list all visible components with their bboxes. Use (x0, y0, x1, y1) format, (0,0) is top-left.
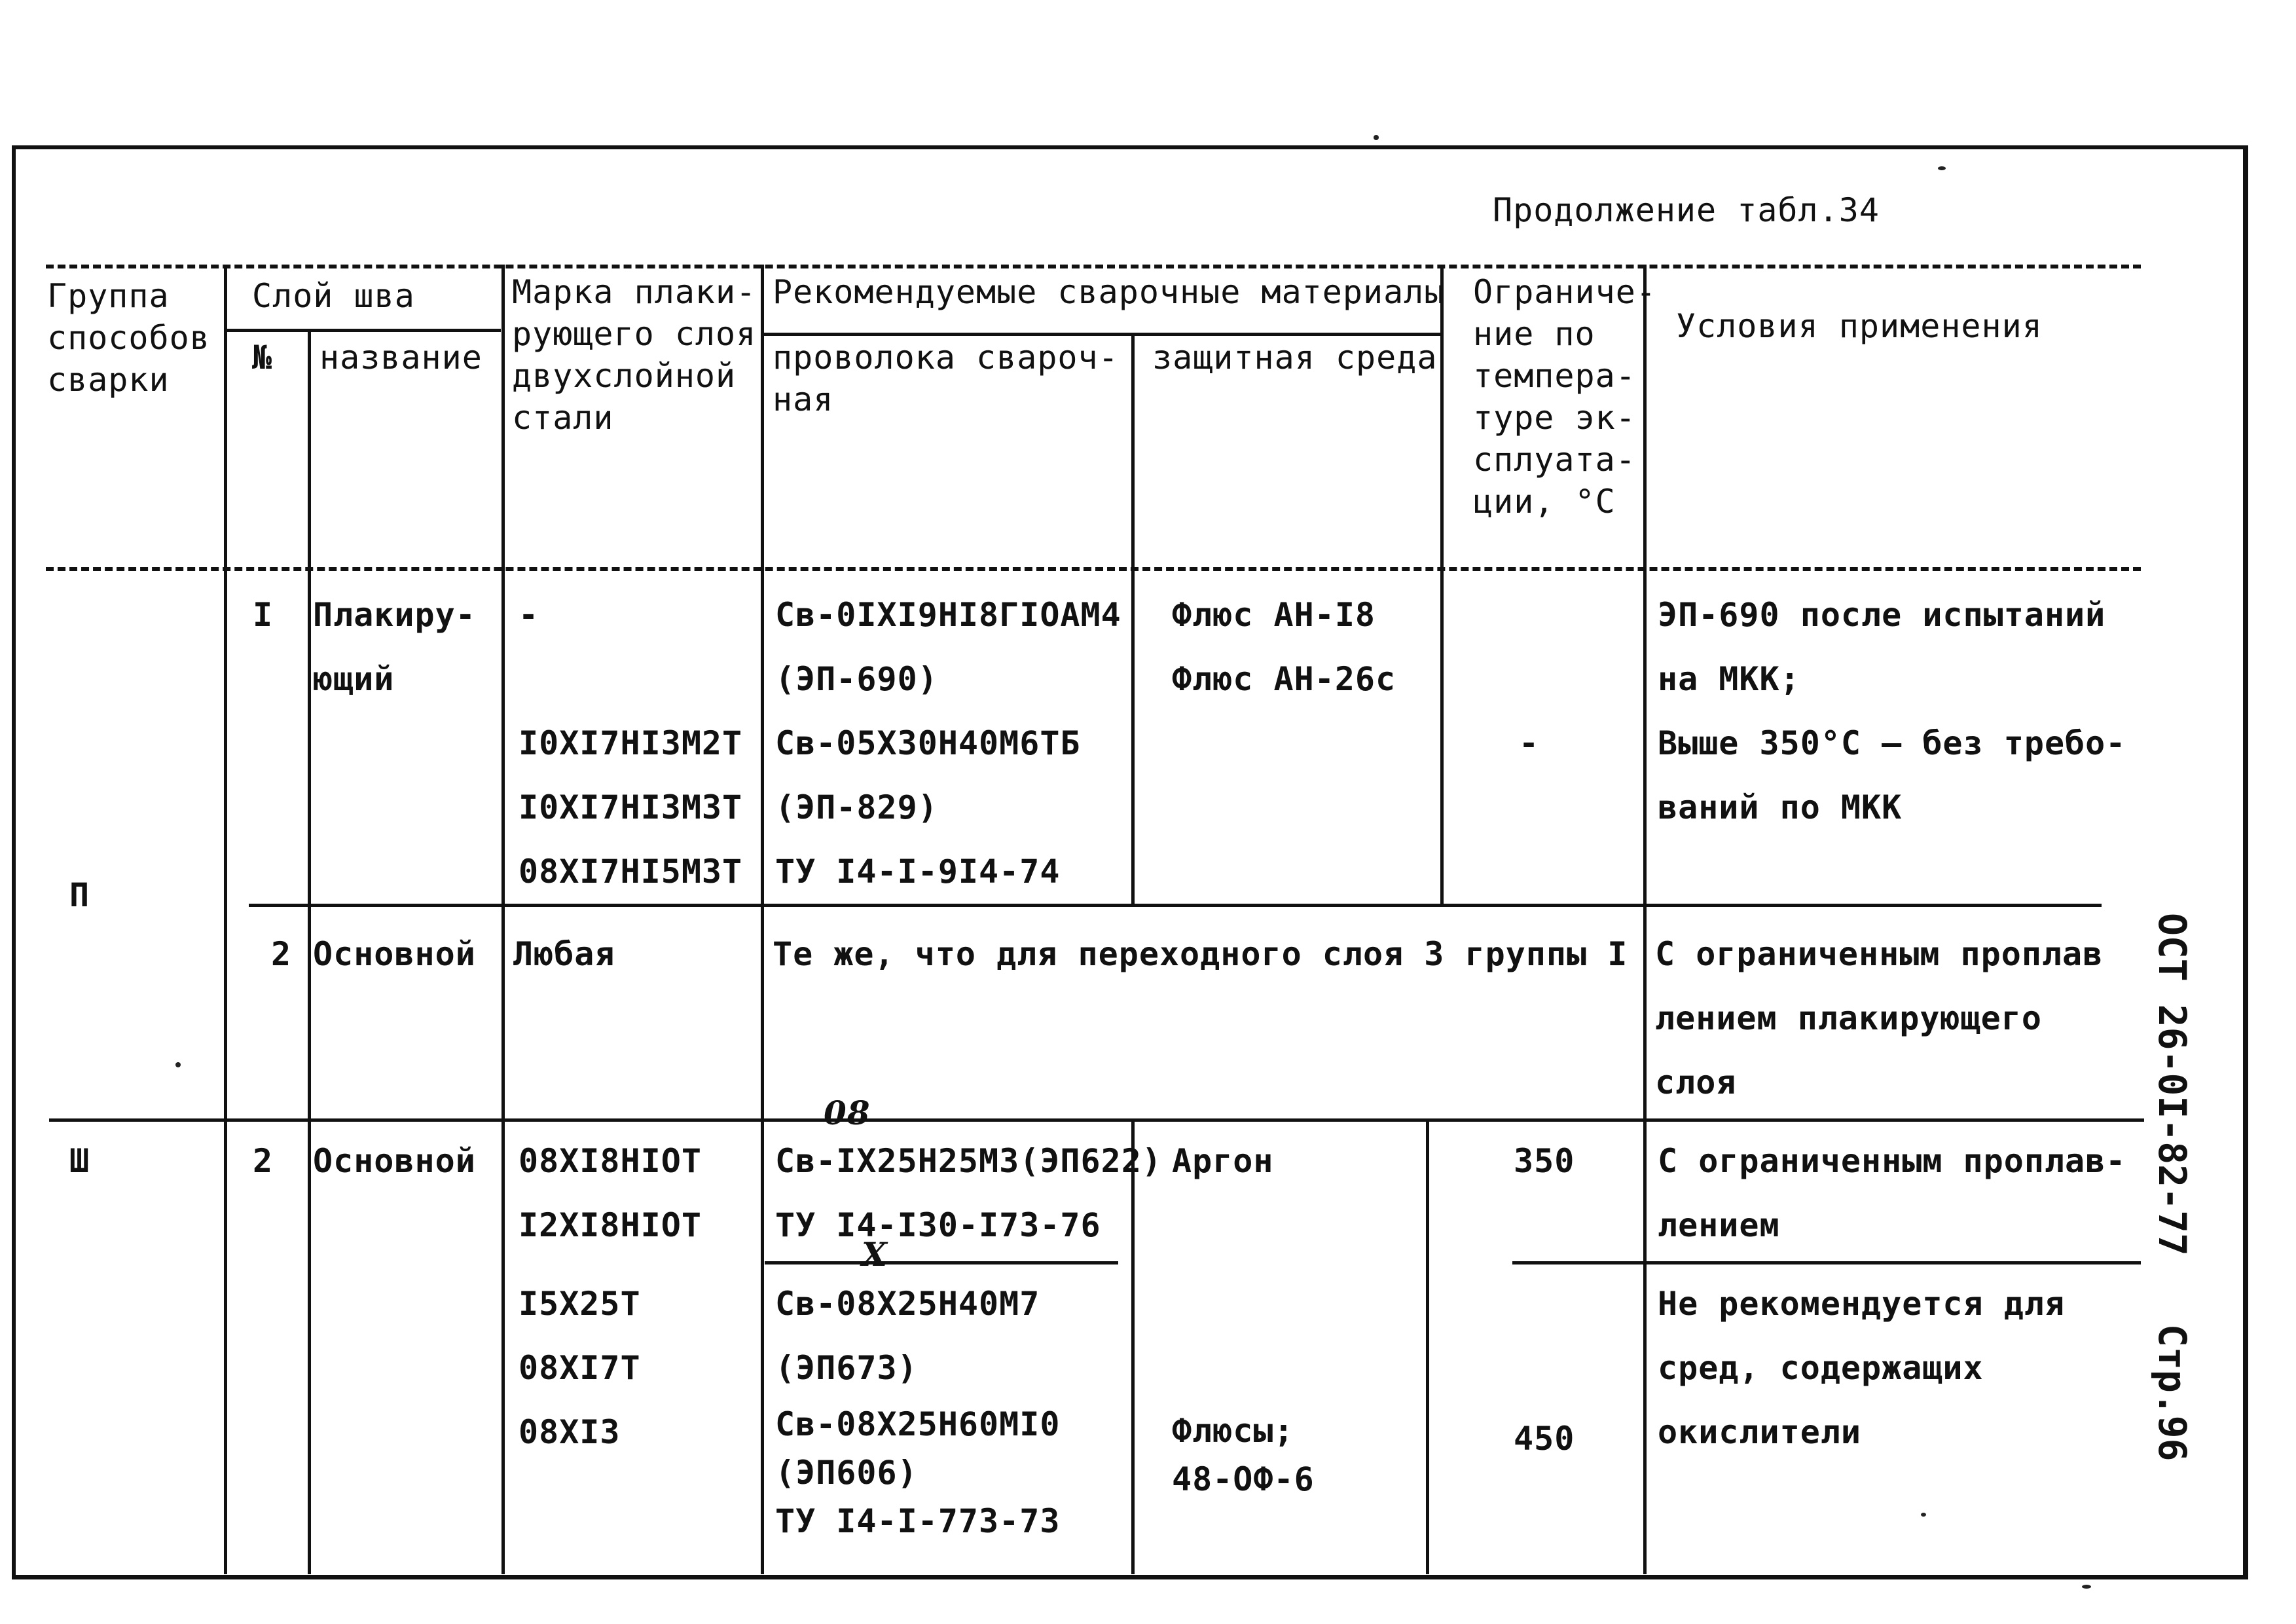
header-limit-line: сплуата- (1473, 441, 1636, 479)
handwritten-above: 08 (824, 1094, 871, 1132)
g3-brands-b (519, 1272, 641, 1464)
g3-wire-line: ТУ I4-I-773-73 (775, 1502, 1061, 1540)
header-wire (773, 337, 1119, 420)
g3-num: 2 (253, 1142, 274, 1180)
materials-header-rule (762, 333, 1443, 336)
g3-limit-b: 450 (1514, 1420, 1575, 1458)
g3-brand: I2XI8HIOT (519, 1206, 702, 1244)
g3-wire-line: Св-08X25H40M7 (775, 1285, 1040, 1323)
g2-r1-name-line: Плакиру- (313, 596, 476, 634)
g2-r1-medium (1172, 583, 1396, 711)
header-name: название (319, 339, 483, 377)
layer-header-rule (226, 329, 501, 332)
group-2-label: П (69, 876, 90, 914)
group3-top-rule (49, 1118, 2144, 1122)
g3-brands-a (519, 1129, 702, 1257)
g3-medium-b-line: 48-ОФ-6 (1172, 1460, 1315, 1498)
table-caption: Продолжение табл.34 (1493, 191, 1880, 229)
g2-r1-cond-line: ваний по МКК (1658, 788, 1903, 826)
g2-r1-limit: - (1519, 724, 1540, 762)
header-brand (512, 271, 756, 439)
g2-r1-brands (519, 711, 742, 904)
group2-mid-rule (249, 904, 2102, 907)
col-line-5a (1131, 333, 1135, 904)
g3-cond-b-line: Не рекомендуется для (1658, 1285, 2066, 1323)
header-top-rule (46, 265, 2141, 268)
g3-brand: 08XI3 (519, 1413, 621, 1451)
g3-wire-line: Св-IX25H25M3(ЭП622) (775, 1142, 1162, 1180)
scan-speck (1938, 166, 1946, 170)
header-bottom-rule (46, 567, 2141, 571)
header-limit-line: темпера- (1473, 357, 1636, 395)
g2-r1-wire-line: (ЭП-690) (775, 660, 938, 698)
g3-medium-a: Аргон (1172, 1142, 1274, 1180)
scan-speck (2082, 1585, 2091, 1589)
col-line-4 (761, 265, 764, 1574)
header-brand-line: Марка плаки- (512, 273, 757, 311)
header-limit-line: Ограниче- (1473, 273, 1656, 311)
header-group-line: способов (47, 319, 210, 357)
g2-r2-conditions (1655, 922, 2103, 1115)
group-3-label: Ш (69, 1142, 90, 1180)
g2-r2-cond-line: лением плакирующего (1655, 999, 2042, 1037)
col-line-2 (308, 329, 311, 1574)
g2-r2-name: Основной (313, 935, 476, 973)
g3-brand: 08XI7T (519, 1349, 641, 1387)
g3-cond-b-line: сред, содержащих (1658, 1349, 1984, 1387)
scan-speck (1921, 1513, 1926, 1517)
header-materials: Рекомендуемые сварочные материалы (773, 273, 1445, 311)
g3-wire-b (775, 1272, 1060, 1545)
header-limit-line: ние по (1473, 315, 1595, 353)
header-brand-line: стали (512, 399, 614, 437)
g3-wire-line: Св-08X25H60MI0 (775, 1405, 1061, 1443)
header-wire-line: ная (773, 380, 834, 418)
g2-r1-name-line: ющий (313, 660, 395, 698)
g2-r1-medium-line: Флюс АН-I8 (1172, 596, 1376, 634)
g3-cond-a-line: лением (1658, 1206, 1780, 1244)
g2-r1-cond-line: ЭП-690 после испытаний (1658, 596, 2106, 634)
g3-wire-a (775, 1129, 1162, 1257)
g2-r1-cond-line: Выше 350°С – без требо- (1658, 724, 2126, 762)
g2-r2-cond-line: С ограниченным проплав (1655, 935, 2104, 973)
col-line-6a (1440, 265, 1444, 904)
group3-split-rule-b (1512, 1261, 2141, 1264)
header-limit-line: ции, °С (1473, 483, 1616, 521)
g3-medium-b (1172, 1407, 1315, 1504)
g3-cond-b (1658, 1272, 2065, 1464)
g2-r1-cond-line: на МКК; (1658, 660, 1800, 698)
header-layer: Слой шва (252, 277, 415, 315)
g3-brand: I5X25T (519, 1285, 641, 1323)
g2-r1-brand: I0XI7HI3M3T (519, 788, 743, 826)
page-number: Стр.96 (2150, 1324, 2195, 1462)
g3-limit-a: 350 (1514, 1142, 1575, 1180)
scan-speck (175, 1062, 181, 1067)
g2-r2-num: 2 (271, 935, 292, 973)
g2-r1-wire-line: Св-05X30H40M6TБ (775, 724, 1081, 762)
header-conditions: Условия применения (1676, 307, 2043, 345)
group3-split-rule-a (765, 1261, 1118, 1264)
g3-wire-line: (ЭП673) (775, 1349, 918, 1387)
g2-r1-medium-line: Флюс АН-26с (1172, 660, 1396, 698)
g3-cond-a (1658, 1129, 2126, 1257)
g3-medium-b-line: Флюсы; (1172, 1412, 1294, 1450)
g2-r1-wire-line: Св-0IXI9HI8ГIOAM4 (775, 596, 1121, 634)
header-brand-line: двухслойной (512, 357, 737, 395)
g2-r1-name (313, 583, 476, 711)
header-group (47, 275, 210, 401)
handwritten-mark: X (862, 1235, 888, 1274)
col-line-6b (1426, 1118, 1429, 1574)
g3-brand: 08XI8HIOT (519, 1142, 702, 1180)
header-medium: защитная среда (1152, 339, 1438, 377)
g2-r2-brand: Любая (513, 935, 615, 973)
g2-r1-num: I (253, 596, 274, 634)
g2-r1-wire (775, 583, 1121, 904)
g3-wire-line: (ЭП606) (775, 1454, 918, 1492)
g3-wire-line: ТУ I4-I30-I73-76 (775, 1206, 1101, 1244)
header-group-line: Группа (47, 277, 170, 315)
scan-speck (1374, 135, 1379, 140)
col-line-3 (501, 265, 505, 1574)
g3-cond-a-line: С ограниченным проплав- (1658, 1142, 2126, 1180)
g3-name: Основной (313, 1142, 476, 1180)
g2-r2-materials: Те же, что для переходного слоя 3 группы I (773, 935, 1628, 973)
g2-r1-wire-line: (ЭП-829) (775, 788, 938, 826)
g2-r1-conditions (1658, 583, 2126, 840)
g2-r1-brand: 08XI7HI5M3T (519, 853, 743, 891)
header-limit-line: туре эк- (1473, 399, 1636, 437)
g2-r1-brand-top: - (519, 596, 539, 634)
g2-r2-cond-line: слоя (1655, 1063, 1737, 1101)
header-wire-line: проволока свароч- (773, 339, 1119, 377)
col-line-1 (224, 265, 227, 1574)
g3-cond-b-line: окислители (1658, 1413, 1862, 1451)
g2-r1-wire-line: ТУ I4-I-9I4-74 (775, 853, 1061, 891)
header-num: № (252, 339, 273, 377)
standard-number: ОСТ 26-0I-82-77 (2150, 913, 2195, 1256)
header-limit (1473, 271, 1656, 523)
g2-r1-brand: I0XI7HI3M2T (519, 724, 743, 762)
header-brand-line: рующего слоя (512, 315, 757, 353)
header-group-line: сварки (47, 361, 170, 399)
